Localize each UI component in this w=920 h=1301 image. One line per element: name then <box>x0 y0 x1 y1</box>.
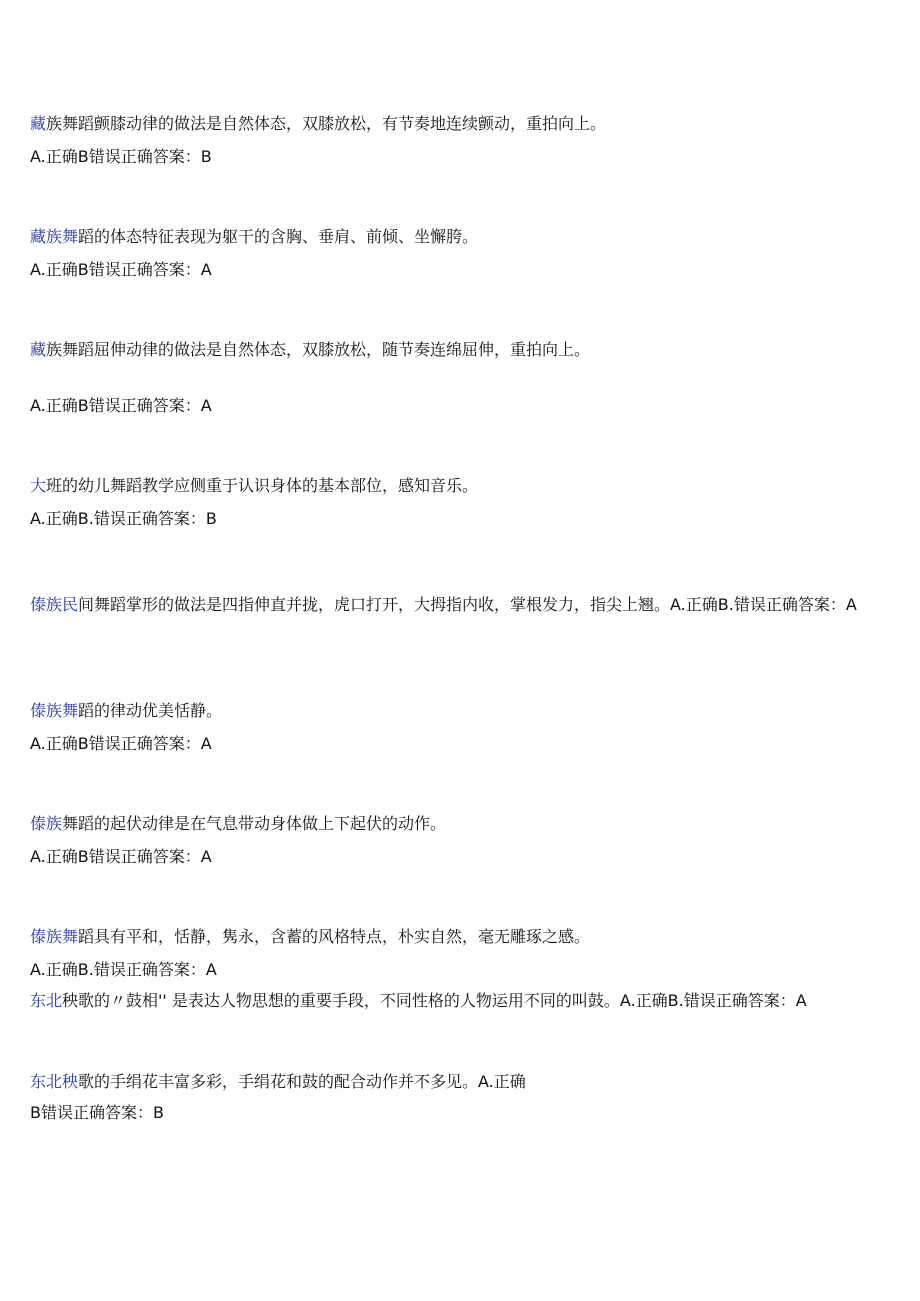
question-lead: 藏 <box>30 114 47 133</box>
question-body: 蹈的体态特征表现为躯干的含胸、垂肩、前倾、坐懈胯。 <box>78 227 479 246</box>
question-lead: 傣族 <box>30 814 63 833</box>
question-text <box>30 113 906 135</box>
question-lead: 藏 <box>30 340 47 359</box>
question-lead: 傣族民 <box>30 595 79 614</box>
question-lead: 傣族舞 <box>30 927 79 946</box>
question-body: 蹈的律动优美恬静。 <box>78 701 223 720</box>
question-lead: 大 <box>30 476 47 495</box>
question-text <box>30 339 906 361</box>
answer-text: A.正确B错误正确答案：A <box>30 847 212 866</box>
answer-text: A.正确B错误正确答案：A <box>30 396 212 415</box>
question-body: 蹈具有平和，恬静，隽永，含蓄的风格特点，朴实自然，毫无雕琢之感。 <box>78 927 591 946</box>
answer-text: A.正确B.错误正确答案：B <box>30 509 217 528</box>
question-body: 族舞蹈颤膝动律的做法是自然体态，双膝放松，有节奏地连续颤动，重拍向上。 <box>46 114 607 133</box>
question-lead: 藏族舞 <box>30 227 79 246</box>
question-lead: 东北秧 <box>30 1072 79 1091</box>
question-text <box>30 813 906 835</box>
answer-text: A.正确B错误正确答案：A <box>30 734 212 753</box>
question-text <box>30 588 906 621</box>
question-text <box>30 475 906 497</box>
question-body: 歌的手绢花丰富多彩，手绢花和鼓的配合动作并不多见。A.正确 <box>78 1072 526 1091</box>
question-text <box>30 1071 906 1093</box>
question-body: 班的幼儿舞蹈教学应侧重于认识身体的基本部位，感知音乐。 <box>46 476 479 495</box>
question-text <box>30 700 906 722</box>
answer-text: A.正确B错误正确答案：A <box>30 260 212 279</box>
question-lead: 东北 <box>30 991 63 1010</box>
answer-text: A.正确B.错误正确答案：A <box>30 960 217 979</box>
question-body: 间舞蹈掌形的做法是四指伸直并拢，虎口打开，大拇指内收，掌根发力，指尖上翘。A.正确B.错误正确答案：A <box>78 595 857 614</box>
question-body: 秧歌的〃鼓相'' 是表达人物思想的重要手段，不同性格的人物运用不同的叫鼓。A.正确B.错误正确答案：A <box>62 991 807 1010</box>
question-text <box>30 926 906 948</box>
question-body: 族舞蹈屈伸动律的做法是自然体态，双膝放松，随节奏连绵屈伸，重拍向上。 <box>46 340 591 359</box>
question-body: 舞蹈的起伏动律是在气息带动身体做上下起伏的动作。 <box>62 814 447 833</box>
question-text <box>30 990 906 1012</box>
answer-text: B错误正确答案：B <box>30 1103 164 1122</box>
question-lead: 傣族舞 <box>30 701 79 720</box>
question-text <box>30 226 906 248</box>
answer-text: A.正确B错误正确答案：B <box>30 147 212 166</box>
